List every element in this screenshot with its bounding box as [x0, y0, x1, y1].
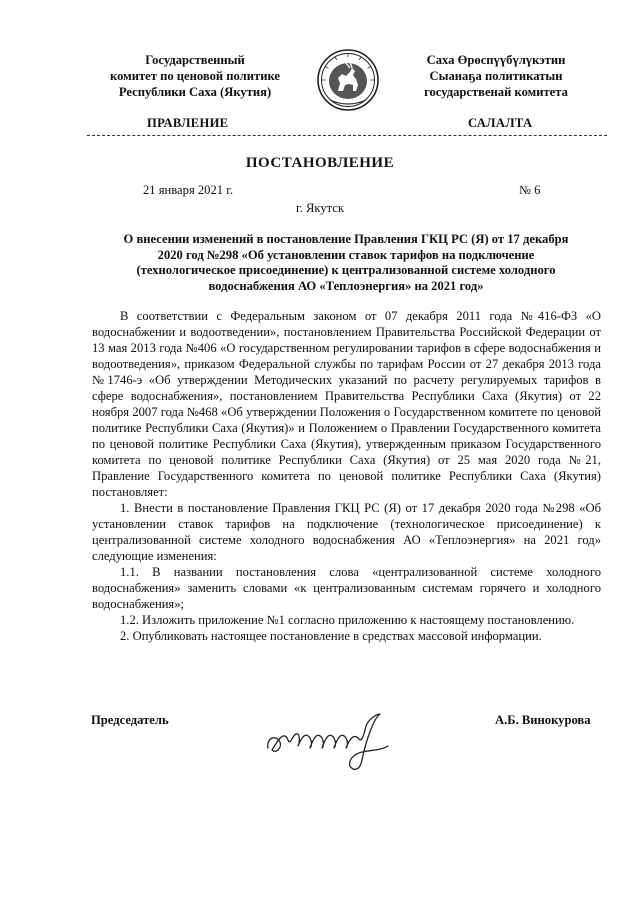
committee-name-line: государственай комитета — [424, 85, 568, 99]
subject-line: 2020 год №298 «Об установлении ставок тарифов на подключение — [157, 247, 535, 262]
document-number: № 6 — [519, 183, 541, 197]
subject-line: О внесении изменений в постановление Правления ГКЦ РС (Я) от 17 декабря — [123, 232, 569, 246]
signatory-title: Председатель — [91, 713, 169, 727]
resolution-item-2: 2. Опубликовать настоящее постановление в средствах массовой информации. — [120, 629, 542, 643]
board-label-russian: ПРАВЛЕНИЕ — [147, 116, 229, 130]
committee-name-line: Сыанаҕа политикатын — [429, 69, 563, 83]
signatory-name: А.Б. Винокурова — [495, 713, 591, 727]
sakha-republic-coat-of-arms-icon — [316, 48, 380, 112]
committee-name-line: Государственный — [145, 53, 245, 67]
committee-name-russian — [80, 52, 310, 100]
subject-line: водоснабжения АО «Теплоэнергия» на 2021 год» — [208, 278, 484, 293]
board-label-sakha: САЛАЛТА — [468, 116, 533, 130]
document-date: 21 января 2021 г. — [143, 183, 234, 197]
committee-name-line: Саха Өрөспүүбүлүкэтин — [426, 53, 566, 67]
resolution-item-1-2: 1.2. Изложить приложение №1 согласно приложению к настоящему постановлению. — [120, 613, 575, 627]
committee-name-line: комитет по ценовой политике — [110, 69, 280, 83]
resolution-item-1: 1. Внести в постановление Правления ГКЦ РС (Я) от 17 декабря 2020 года №298 «Об установлении ставок тарифов на подключение (технологическое присоединение) к централизованной системе холодного водоснабжения АО «Теплоэнергия» на 2021 год» следующие изменения: — [92, 501, 601, 563]
handwritten-signature-icon — [262, 710, 392, 780]
preamble-paragraph: В соответствии с Федеральным законом от 07 декабря 2011 года №416-ФЗ «О водоснабжении и водоотведении», постановлением Правительства Российской Федерации от 13 мая 2013 года №406 «О государственном регулировании тарифов в сфере водоснабжения и водоотведения», приказом Федеральной службы по тарифам России от 27 декабря 2013 года №1746-э «Об утверждении Методических указаний по расчету регулируемых тарифов в сфере водоснабжения», постановлением Правительства Республики Саха (Якутия) от 22 ноября 2007 года №468 «Об утверждении Положения о Государственном комитете по ценовой политике Республики Саха (Якутия)» и Положением о Правлении Государственного комитета по ценовой политике Республики Саха (Якутия), утвержденным приказом Государственного комитета по ценовой политике Республики Саха (Якутия) от 25 мая 2020 года №21, Правление Государственного комитета по ценовой политике Республики Саха (Якутия) постановляет: — [92, 309, 601, 499]
document-city: г. Якутск — [295, 201, 345, 215]
header-divider — [87, 135, 607, 136]
document-subject — [90, 232, 602, 294]
resolution-item-1-1: 1.1. В названии постановления слова «централизованной системе холодного водоснабжения» заменить словами «к централизованным системам горячего и холодного водоснабжения»; — [92, 565, 601, 611]
document-body — [92, 308, 601, 644]
document-title: ПОСТАНОВЛЕНИЕ — [245, 155, 395, 171]
subject-line: (технологическое присоединение) к централизованной системе холодного — [136, 263, 556, 278]
committee-name-sakha — [382, 52, 610, 100]
committee-name-line: Республики Саха (Якутия) — [118, 85, 272, 99]
